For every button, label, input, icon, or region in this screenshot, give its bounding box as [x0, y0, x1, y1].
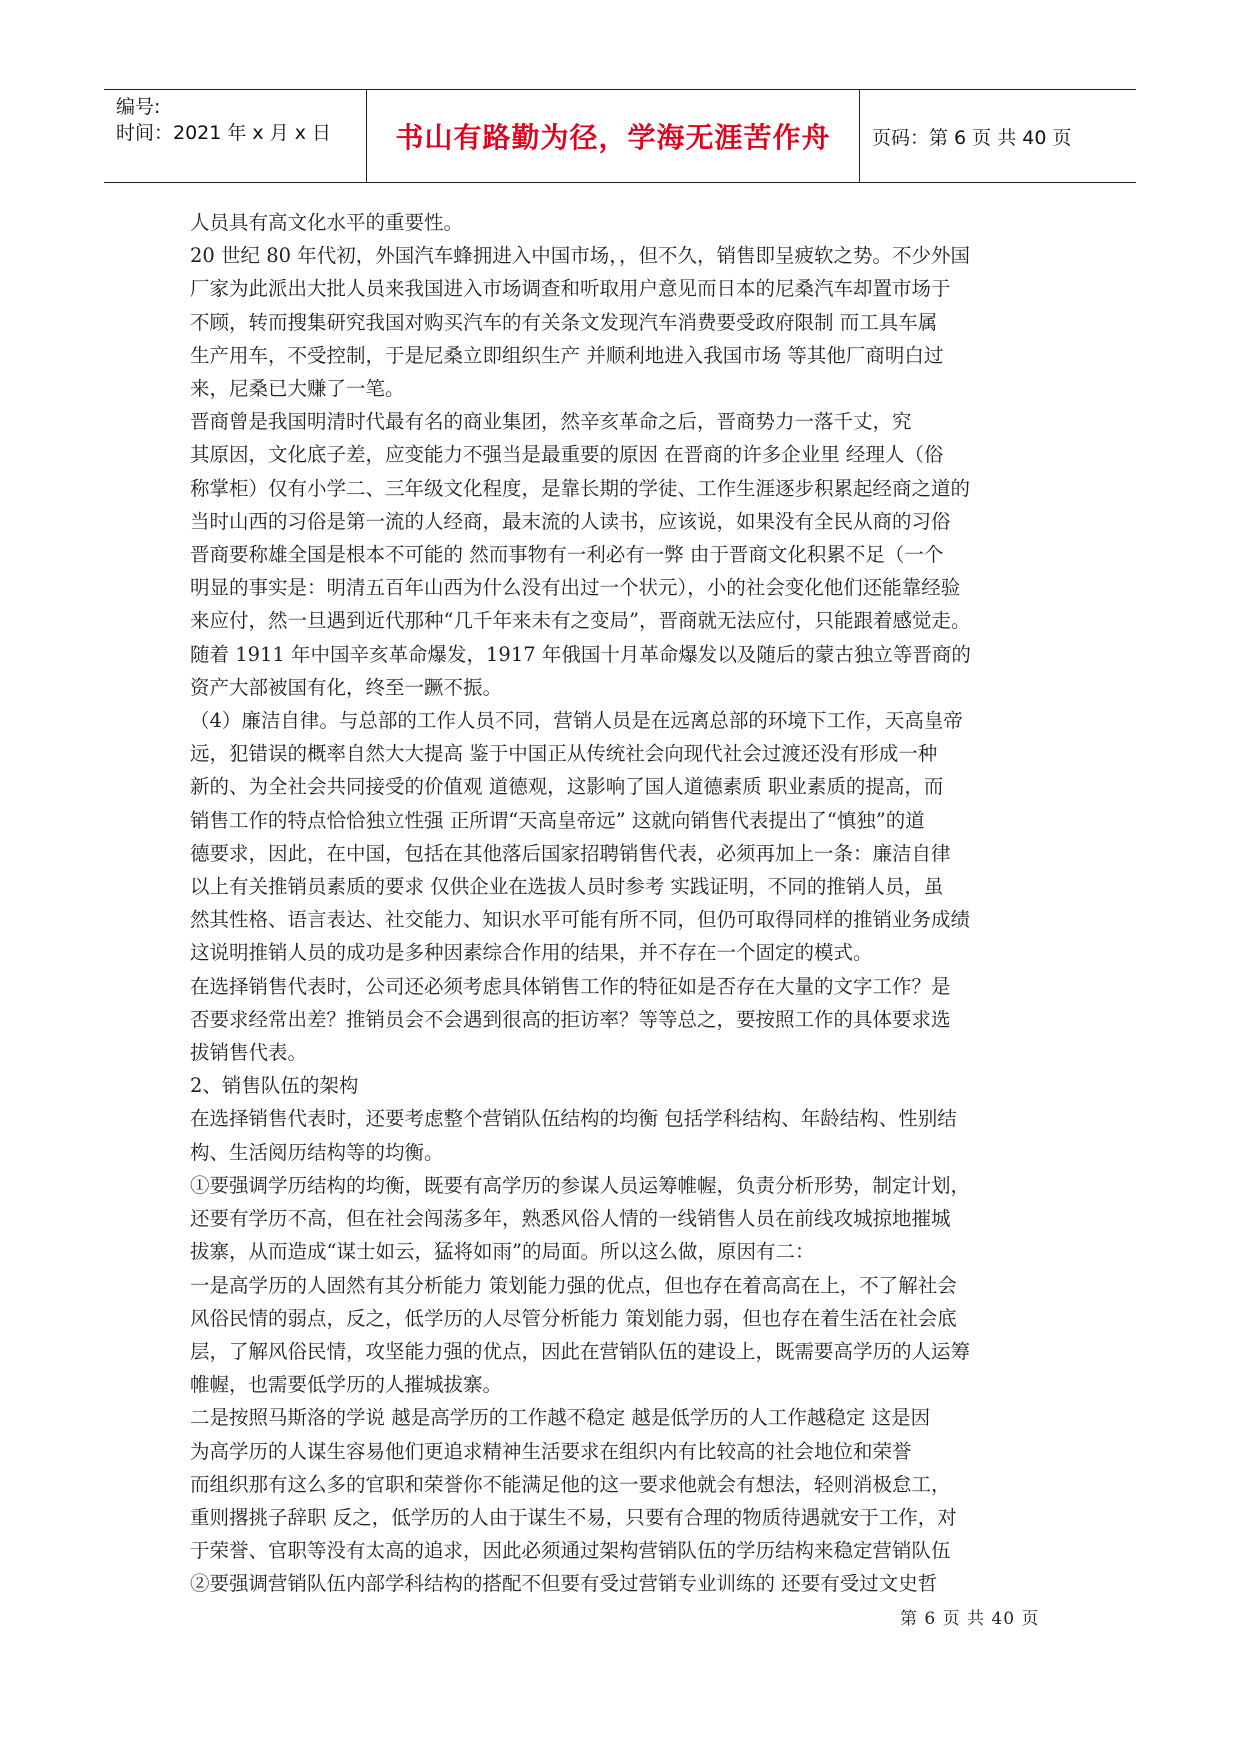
text-line: 然其性格、语言表达、社交能力、知识水平可能有所不同，但仍可取得同样的推销业务成绩 [190, 908, 971, 932]
text-line: 否要求经常出差？推销员会不会遇到很高的拒访率？等等总之，要按照工作的具体要求选 [190, 1007, 951, 1031]
text-line: 明显的事实是：明清五百年山西为什么没有出过一个状元），小的社会变化他们还能靠经验 [190, 576, 961, 600]
text-line: 在选择销售代表时，还要考虑整个营销队伍结构的均衡 包括学科结构、年龄结构、性别结 [190, 1107, 957, 1131]
text-line: 重则撂挑子辞职 反之，低学历的人由于谋生不易，只要有合理的物质待遇就安于工作，对 [190, 1505, 957, 1529]
text-line: 称掌柜）仅有小学二、三年级文化程度，是靠长期的学徒、工作生涯逐步积累起经商之道的 [190, 476, 971, 500]
text-line: 其原因，文化底子差，应变能力不强当是最重要的原因 在晋商的许多企业里 经理人（俗 [190, 443, 944, 467]
text-line: 为高学历的人谋生容易他们更追求精神生活要求在组织内有比较高的社会地位和荣誉 [190, 1439, 912, 1463]
text-line: 随着 1911 年中国辛亥革命爆发，1917 年俄国十月革命爆发以及随后的蒙古独立等晋商的 [190, 642, 971, 666]
text-line: 帷幄，也需要低学历的人摧城拔寨。 [190, 1373, 503, 1397]
document-time-label: 时间：2021 年 x 月 x 日 [116, 122, 332, 144]
text-line: 晋商曾是我国明清时代最有名的商业集团，然辛亥革命之后，晋商势力一落千丈，究 [190, 410, 912, 434]
text-line: 德要求，因此，在中国，包括在其他落后国家招聘销售代表，必须再加上一条：廉洁自律 [190, 841, 951, 865]
text-line: 资产大部被国有化，终至一蹶不振。 [190, 675, 503, 699]
text-line: 当时山西的习俗是第一流的人经商，最末流的人读书，应该说，如果没有全民从商的习俗 [190, 509, 951, 533]
text-line: ①要强调学历结构的均衡，既要有高学历的参谋人员运筹帷幄，负责分析形势，制定计划， [190, 1173, 971, 1197]
text-line: 拔寨，从而造成“谋士如云，猛将如雨”的局面。所以这么做，原因有二： [190, 1240, 815, 1264]
text-line: 销售工作的特点恰恰独立性强 正所谓“天高皇帝远” 这就向销售代表提出了“慎独”的道 [190, 808, 925, 832]
text-line: 晋商要称雄全国是根本不可能的 然而事物有一利必有一弊 由于晋商文化积累不足（一个 [190, 543, 944, 567]
text-line: 2、销售队伍的架构 [190, 1074, 359, 1098]
text-line: 风俗民情的弱点，反之，低学历的人尽管分析能力 策划能力弱，但也存在着生活在社会底 [190, 1306, 957, 1330]
header-page-info: 页码：第 6 页 共 40 页 [872, 126, 1072, 149]
text-line: 生产用车，不受控制，于是尼桑立即组织生产 并顺利地进入我国市场 等其他厂商明白过 [190, 343, 944, 367]
text-line: 以上有关推销员素质的要求 仅供企业在选拔人员时参考 实践证明，不同的推销人员，虽 [190, 875, 944, 899]
text-line: 而组织那有这么多的官职和荣誉你不能满足他的这一要求他就会有想法，轻则消极怠工， [190, 1472, 951, 1496]
text-line: 拔销售代表。 [190, 1041, 308, 1065]
text-line: （4）廉洁自律。与总部的工作人员不同，营销人员是在远离总部的环境下工作，天高皇帝 [190, 709, 963, 733]
page-footer: 第 6 页 共 40 页 [900, 1609, 1040, 1629]
text-line: 厂家为此派出大批人员来我国进入市场调查和听取用户意见而日本的尼桑汽车却置市场于 [190, 277, 951, 301]
text-line: 远，犯错误的概率自然大大提高 鉴于中国正从传统社会向现代社会过渡还没有形成一种 [190, 742, 938, 766]
text-line: 层，了解风俗民情，攻坚能力强的优点，因此在营销队伍的建设上，既需要高学历的人运筹 [190, 1339, 971, 1363]
header-meta [104, 90, 367, 182]
text-line: 人员具有高文化水平的重要性。 [190, 211, 464, 234]
text-line: 这说明推销人员的成功是多种因素综合作用的结果，并不存在一个固定的模式。 [190, 941, 873, 965]
text-line: 一是高学历的人固然有其分析能力 策划能力强的优点，但也存在着高高在上，不了解社会 [190, 1273, 957, 1297]
text-line: 来应付，然一旦遇到近代那种“几千年来未有之变局”，晋商就无法应付，只能跟着感觉走。 [190, 609, 971, 633]
document-body [190, 206, 1070, 1601]
text-line: 不顾，转而搜集研究我国对购买汽车的有关条文发现汽车消费要受政府限制 而工具车属 [190, 310, 938, 334]
text-line: 于荣誉、官职等没有太高的追求，因此必须通过架构营销队伍的学历结构来稳定营销队伍 [190, 1539, 951, 1563]
text-line: 新的、为全社会共同接受的价值观 道德观，这影响了国人道德素质 职业素质的提高，而 [190, 775, 944, 799]
text-line: 20 世纪 80 年代初，外国汽车蜂拥进入中国市场，，但不久，销售即呈疲软之势。不少外国 [190, 244, 970, 268]
text-line: 构、生活阅历结构等的均衡。 [190, 1140, 444, 1164]
page-header [104, 89, 1136, 183]
text-line: 二是按照马斯洛的学说 越是高学历的工作越不稳定 越是低学历的人工作越稳定 这是因 [190, 1406, 931, 1430]
header-motto: 书山有路勤为径，学海无涯苦作舟 [367, 90, 860, 182]
text-line: ②要强调营销队伍内部学科结构的搭配不但要有受过营销专业训练的 还要有受过文史哲 [190, 1572, 938, 1596]
text-line: 在选择销售代表时，公司还必须考虑具体销售工作的特征如是否存在大量的文字工作？是 [190, 974, 951, 998]
text-line: 还要有学历不高，但在社会闯荡多年，熟悉风俗人情的一线销售人员在前线攻城掠地摧城 [190, 1207, 951, 1231]
document-number-label: 编号: [116, 96, 161, 118]
text-line: 来，尼桑已大赚了一笔。 [190, 377, 405, 401]
